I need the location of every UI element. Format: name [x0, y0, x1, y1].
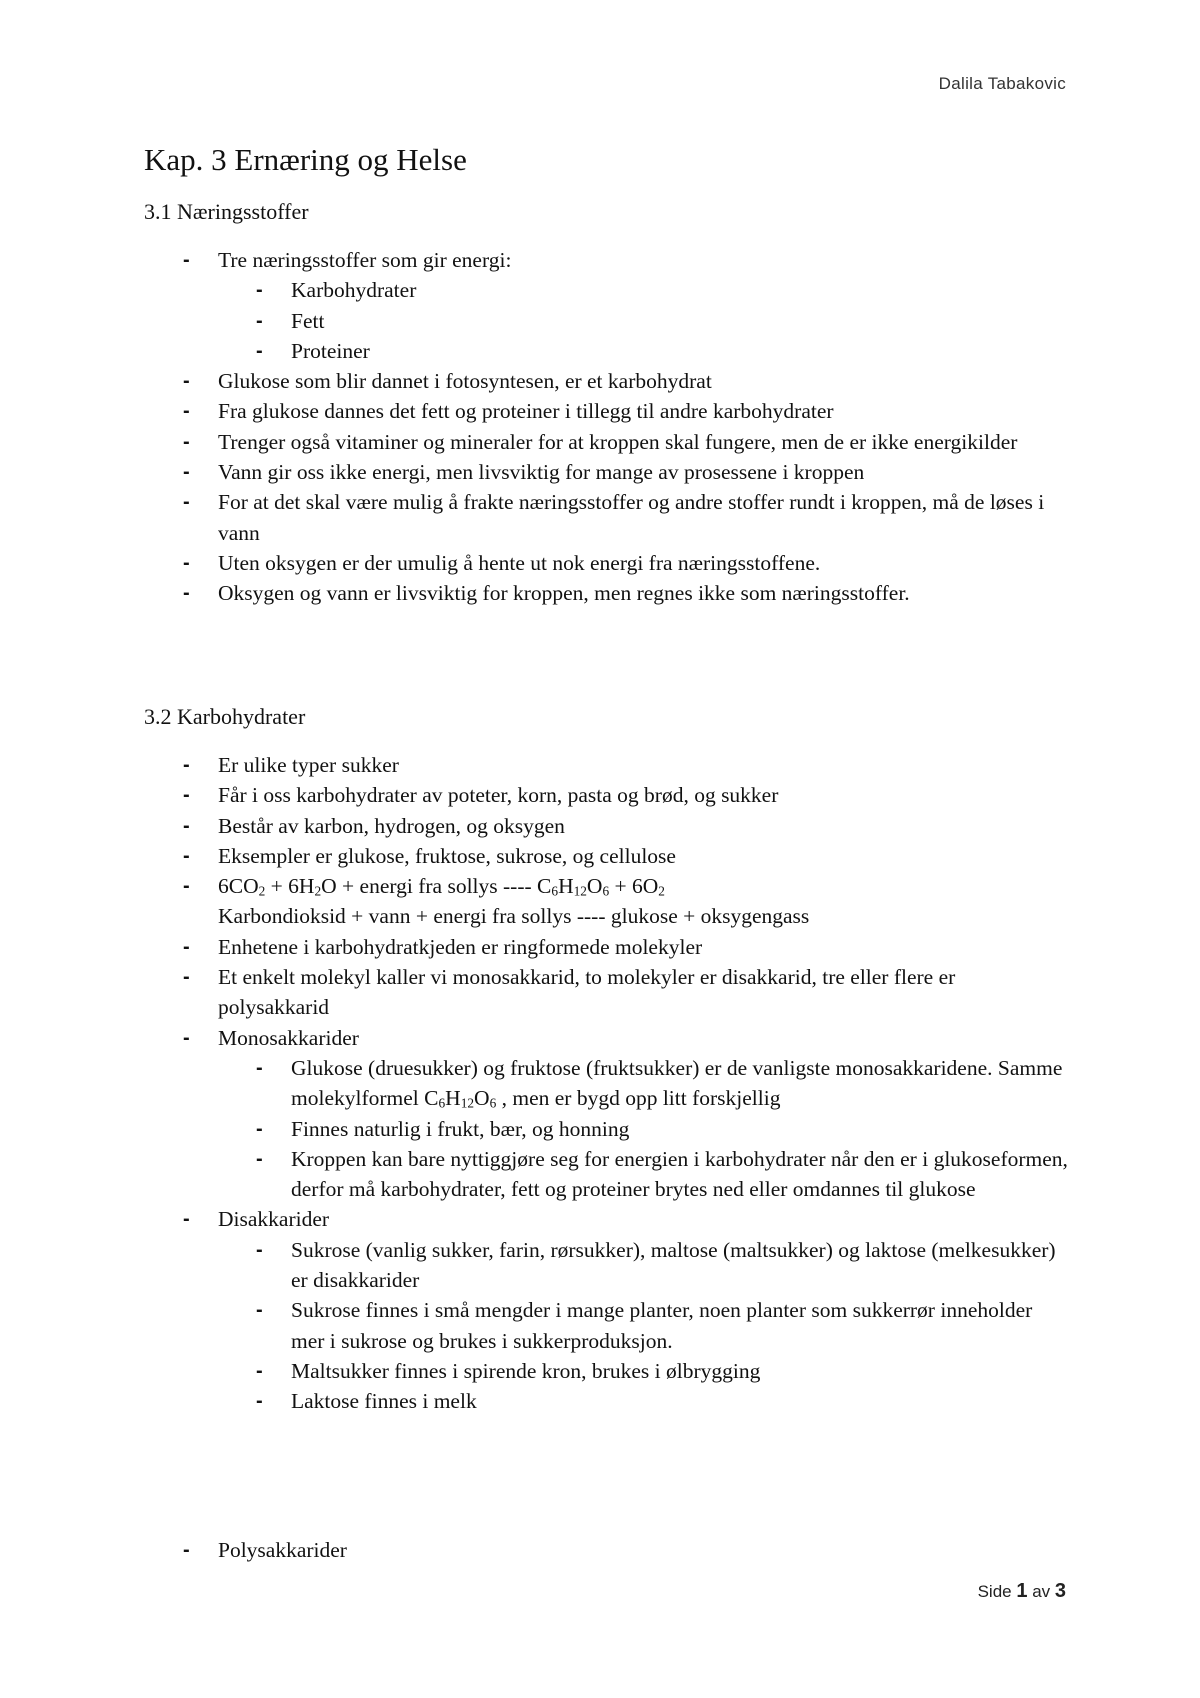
dash-bullet: -	[183, 966, 190, 989]
section-heading-naeringsstoffer: 3.1 Næringsstoffer	[144, 199, 309, 224]
dash-bullet: -	[183, 249, 190, 271]
dash-bullet: -	[256, 339, 263, 362]
dash-bullet: -	[183, 814, 190, 837]
list-item: - Maltsukker finnes i spirende kron, brukes i ølbrygging	[0, 1356, 1200, 1386]
list-item: - Får i oss karbohydrater av poteter, korn, pasta og brød, og sukker	[0, 780, 1200, 810]
list-item: - Laktose finnes i melk	[0, 1386, 1200, 1416]
dash-bullet: -	[256, 1117, 263, 1140]
glucose-formula: $C_6H_{12}O_6$	[424, 1086, 497, 1111]
dash-bullet: -	[183, 461, 190, 484]
list-item: - Vann gir oss ikke energi, men livsviktig for mange av prosessene i kroppen	[0, 457, 1200, 487]
list-item: - Fett	[0, 306, 1200, 336]
list-item: - Eksempler er glukose, fruktose, sukrose, og cellulose	[0, 841, 1200, 871]
list-item: - Er ulike typer sukker	[0, 750, 1200, 780]
list-item: - Kroppen kan bare nyttiggjøre seg for energien i karbohydrater når den er i glukoseformen, derfor må karbohydrater, fett og proteiner brytes ned eller omdannes til glukose	[0, 1144, 1200, 1205]
dash-bullet: -	[183, 551, 190, 574]
list-item: - Finnes naturlig i frukt, bær, og honning	[0, 1114, 1200, 1144]
dash-bullet: -	[183, 491, 190, 514]
list-item: - Disakkarider	[0, 1204, 1200, 1234]
list-item: - Består av karbon, hydrogen, og oksygen	[0, 811, 1200, 841]
list-item: - Glukose (druesukker) og fruktose (fruktsukker) er de vanligste monosakkaridene. Samme molekylformel $C_6H_{12}O_6$ , men er bygd opp litt forskjellig	[0, 1053, 1200, 1114]
dash-bullet: -	[256, 1238, 263, 1261]
list-item: - Proteiner	[0, 336, 1200, 366]
list-item: - Trenger også vitaminer og mineraler for at kroppen skal fungere, men de er ikke energikilder	[0, 427, 1200, 457]
dash-bullet: -	[183, 1026, 190, 1049]
dash-bullet: -	[183, 430, 190, 453]
list-item-continuation: Karbondioksid + vann + energi fra sollys ---- glukose + oksygengass	[218, 904, 810, 929]
list-item: - Tre næringsstoffer som gir energi:	[0, 245, 1200, 275]
dash-bullet: -	[256, 1299, 263, 1322]
list-item: - Monosakkarider	[0, 1023, 1200, 1053]
page-number: 1	[1016, 1580, 1028, 1602]
dash-bullet: -	[256, 1147, 263, 1170]
list-item: - Karbohydrater	[0, 275, 1200, 305]
list-item: - Polysakkarider	[0, 1535, 1200, 1565]
header-author: Dalila Tabakovic	[938, 74, 1066, 93]
dash-bullet: -	[183, 935, 190, 958]
dash-bullet: -	[183, 400, 190, 423]
list-item: - Glukose som blir dannet i fotosyntesen, er et karbohydrat	[0, 366, 1200, 396]
page-title: Kap. 3 Ernæring og Helse	[144, 142, 467, 177]
dash-bullet: -	[183, 1208, 190, 1231]
dash-bullet: -	[256, 309, 263, 332]
list-item: - Enhetene i karbohydratkjeden er ringformede molekyler	[0, 932, 1200, 962]
dash-bullet: -	[183, 784, 190, 807]
list-karbohydrater	[0, 750, 1200, 1417]
dash-bullet: -	[256, 1390, 263, 1413]
photosynthesis-equation	[0, 871, 1200, 901]
dash-bullet: -	[183, 370, 190, 393]
dash-bullet: -	[183, 875, 190, 898]
chemical-formula: $6CO_2 + 6H_2O$ + energi fra sollys ---- $C_6H_{12}O_6 + 6O_2$	[218, 874, 665, 899]
section-heading-karbohydrater: 3.2 Karbohydrater	[144, 704, 306, 729]
dash-bullet: -	[183, 582, 190, 605]
list-polysakkarider	[0, 1535, 1200, 1565]
page-total: 3	[1054, 1580, 1066, 1602]
dash-bullet: -	[256, 279, 263, 302]
dash-bullet: -	[183, 844, 190, 867]
list-item: - Uten oksygen er der umulig å hente ut nok energi fra næringsstoffene.	[0, 548, 1200, 578]
list-item: - Oksygen og vann er livsviktig for kroppen, men regnes ikke som næringsstoffer.	[0, 578, 1200, 608]
page-footer: Side 1 av 3	[977, 1580, 1066, 1602]
dash-bullet: -	[256, 1359, 263, 1382]
list-item: - Et enkelt molekyl kaller vi monosakkarid, to molekyler er disakkarid, tre eller flere er polysakkarid	[0, 962, 1200, 1023]
dash-bullet: -	[183, 1539, 190, 1561]
list-item: - For at det skal være mulig å frakte næringsstoffer og andre stoffer rundt i kroppen, må de løses i vann	[0, 487, 1200, 548]
list-item: - Sukrose (vanlig sukker, farin, rørsukker), maltose (maltsukker) og laktose (melkesukker) er disakkarider	[0, 1235, 1200, 1296]
dash-bullet: -	[256, 1056, 263, 1079]
list-naeringsstoffer	[0, 245, 1200, 609]
dash-bullet: -	[183, 754, 190, 776]
list-item: - Fra glukose dannes det fett og proteiner i tillegg til andre karbohydrater	[0, 396, 1200, 426]
list-item: - Sukrose finnes i små mengder i mange planter, noen planter som sukkerrør inneholder mer i sukrose og brukes i sukkerproduksjon.	[0, 1295, 1200, 1356]
